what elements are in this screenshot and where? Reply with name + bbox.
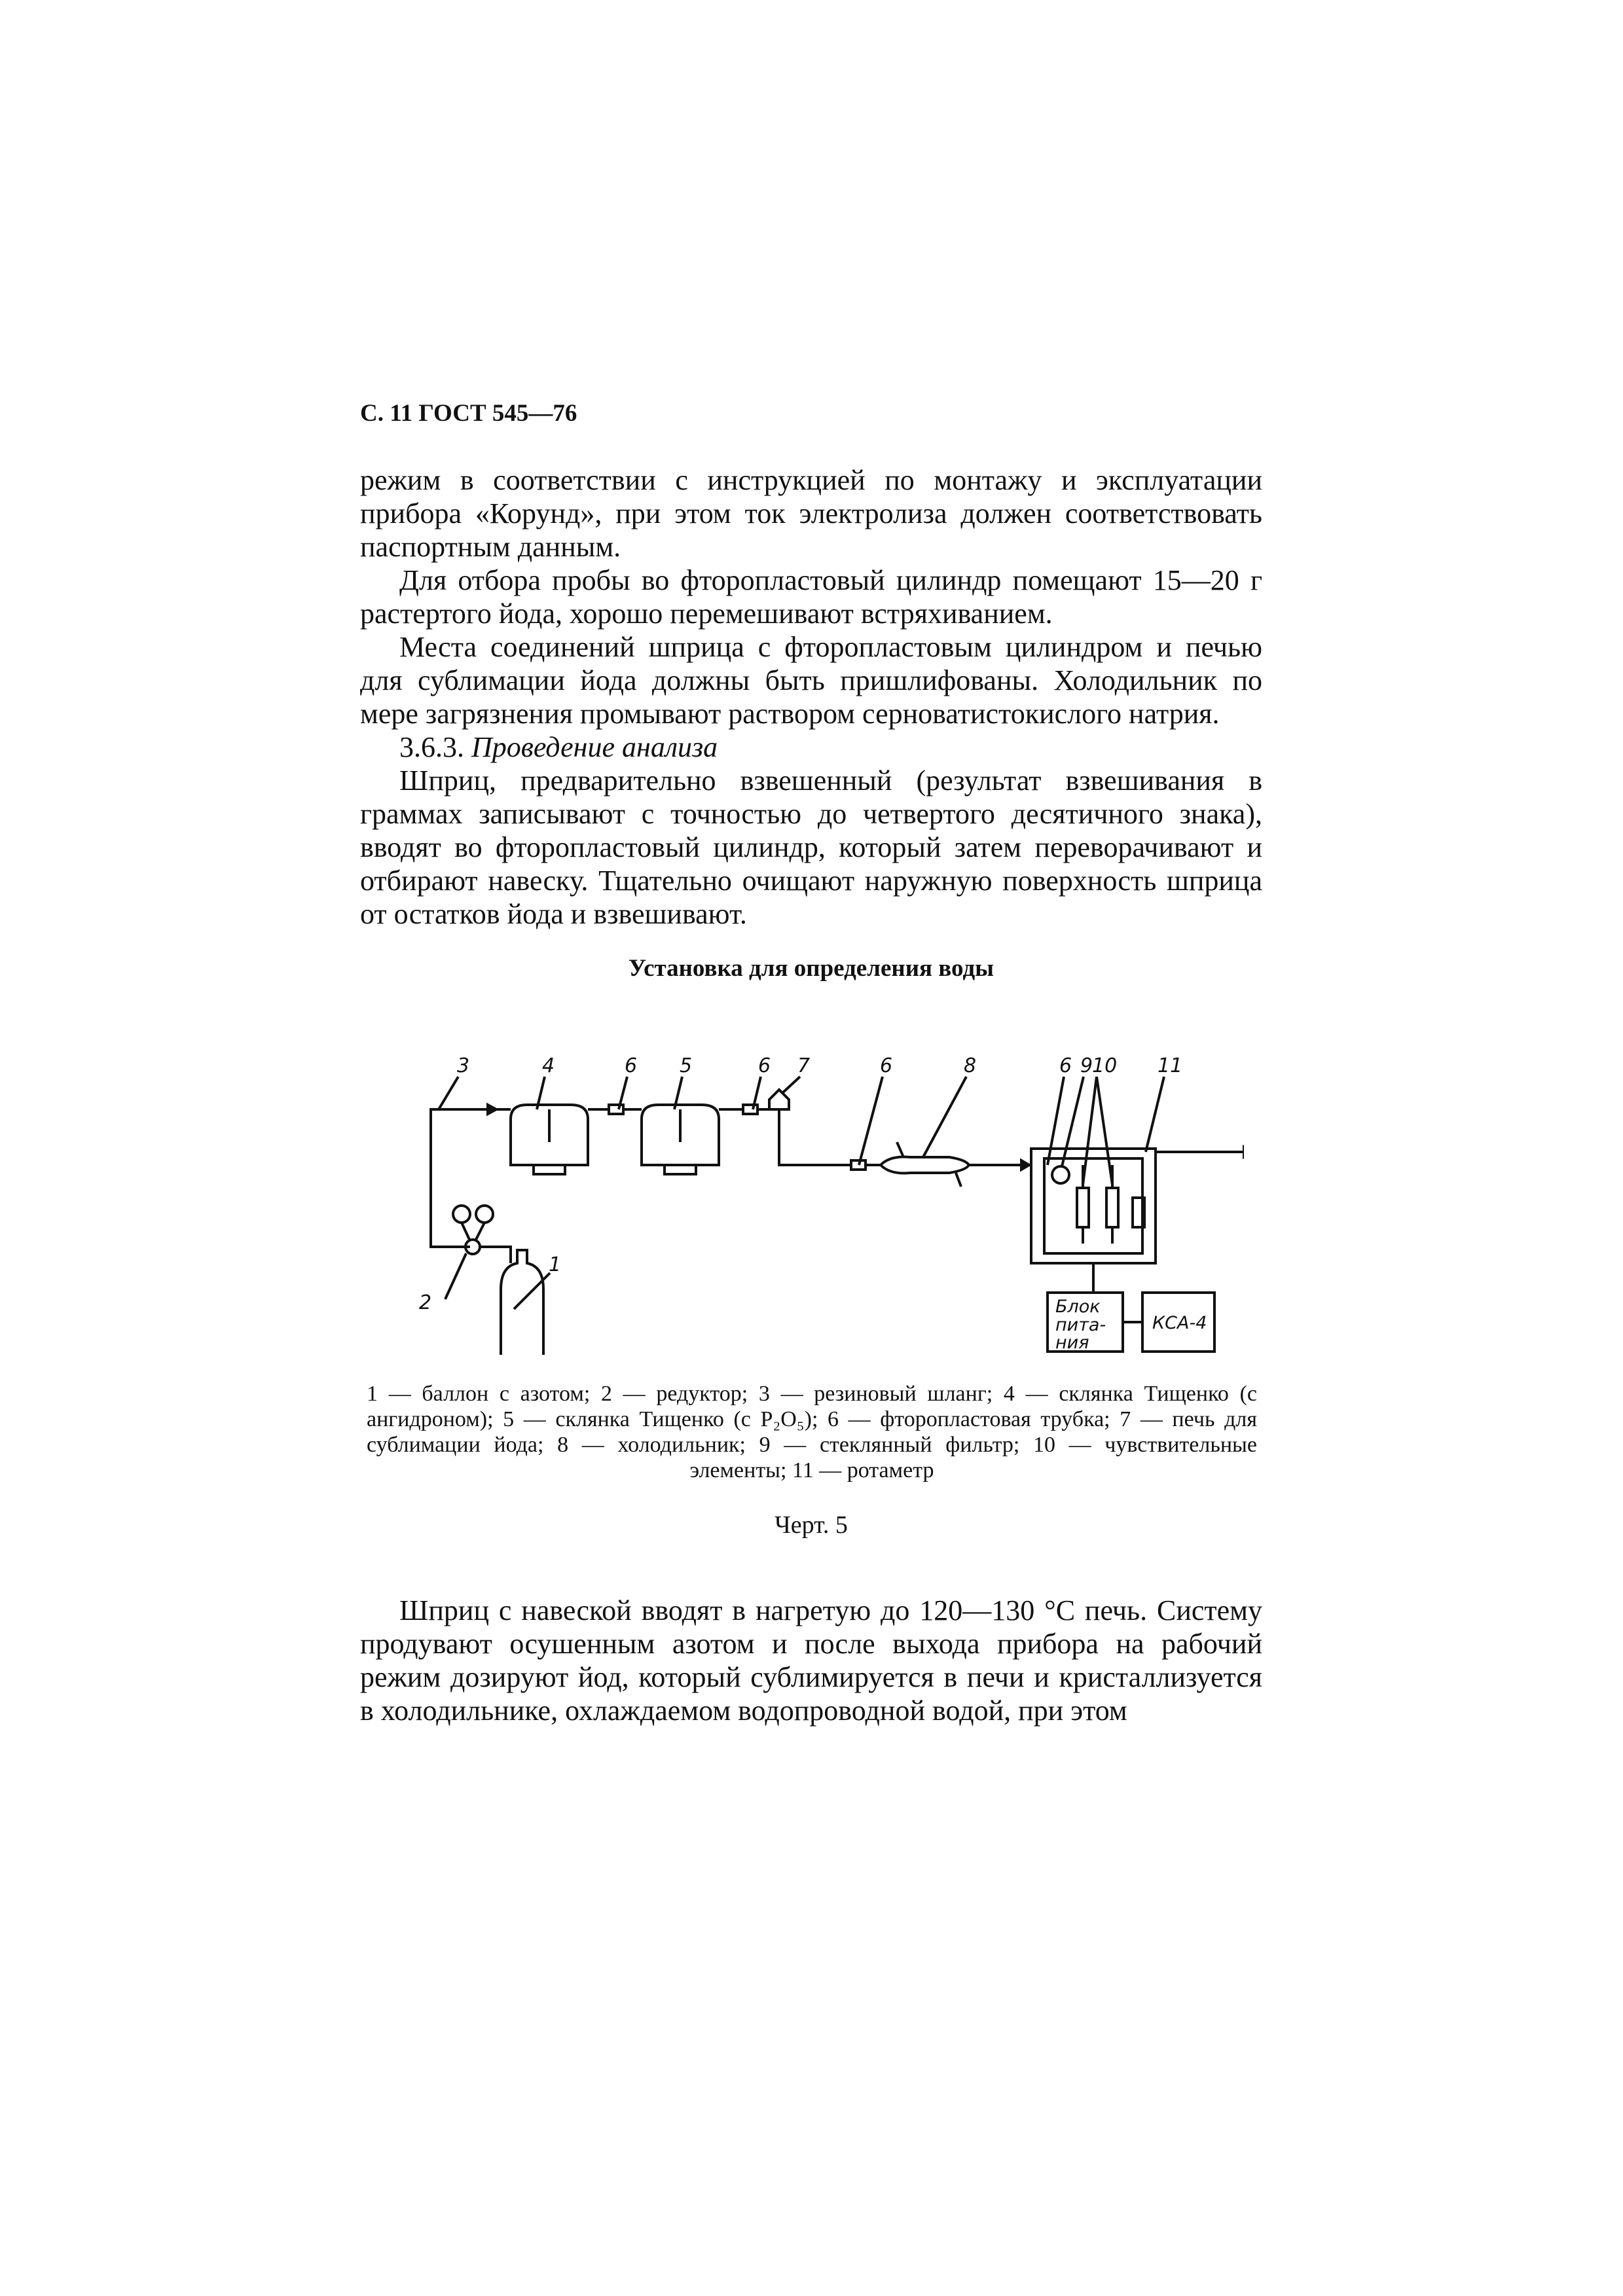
label-7: 7 [797, 1054, 811, 1077]
label-5: 5 [680, 1054, 693, 1077]
label-9: 9 [1080, 1054, 1093, 1077]
figure-caption: Черт. 5 [775, 1511, 848, 1539]
power-supply-line: Блок [1055, 1297, 1101, 1317]
label-3: 3 [457, 1054, 470, 1077]
section-title: Проведение анализа [471, 731, 718, 763]
figure-legend: 1 — баллон с азотом; 2 — редуктор; 3 — резиновый шланг; 4 — склянка Тищенко (с ангидроном); 5 — склянка Тищенко (с P₂O₅); 6 — фторопластовая трубка; 7 — печь для сублимации йода; 8 — холодильник; 9 — стеклянный фильтр; 10 — чувствительные элементы; 11 — ротаметр [367, 1382, 1257, 1482]
label-6: 6 [1059, 1054, 1072, 1077]
label-8: 8 [964, 1054, 977, 1077]
power-supply-line: ния [1055, 1333, 1089, 1353]
fluoroplastic-tube-6 [743, 1105, 757, 1114]
label-10: 10 [1092, 1054, 1118, 1077]
glass-filter-9 [1052, 1166, 1069, 1183]
page-header: С. 11 ГОСТ 545—76 [360, 400, 577, 427]
text-block-3 [360, 1594, 1262, 1727]
condenser-8 [881, 1157, 969, 1174]
paragraph: Для отбора пробы во фторопластовый цилиндр помещают 15—20 г растертого йода, хорошо перемешивают встряхиванием. [360, 564, 1262, 630]
section-heading [360, 730, 1262, 764]
sensitive-element-10 [1077, 1188, 1089, 1227]
section-number: 3.6.3. [399, 731, 464, 763]
ksa4-label: КСА-4 [1152, 1313, 1207, 1333]
label-2: 2 [419, 1291, 432, 1314]
power-supply-line: пита- [1055, 1315, 1106, 1335]
paragraph: Шприц, предварительно взвешенный (результат взвешивания в граммах записывают с точностью до четвертого десятичного знака), вводят во фторопластовый цилиндр, который затем переворачивают и отбирают навеску. Тщательно очищают наружную поверхность шприца от остатков йода и взвешивают. [360, 764, 1262, 930]
label-6: 6 [758, 1054, 771, 1077]
label-6: 6 [880, 1054, 893, 1077]
text-block-1 [360, 463, 1262, 931]
detector-block [1031, 1149, 1156, 1263]
fluoroplastic-tube-6 [851, 1160, 866, 1170]
reducer-gauge [453, 1206, 470, 1223]
paragraph: режим в соответствии с инструкцией по монтажу и эксплуатации прибора «Корунд», при этом ток электролиза должен соответствовать паспортным данным. [360, 464, 1262, 563]
label-4: 4 [542, 1054, 555, 1077]
fluoroplastic-tube-6 [609, 1105, 623, 1114]
label-1: 1 [549, 1253, 562, 1276]
apparatus-diagram [393, 1001, 1244, 1355]
figure-title: Установка для определения воды [628, 955, 994, 982]
paragraph: Шприц с навеской вводят в нагретую до 120—130 °С печь. Систему продувают осушенным азотом и после выхода прибора на рабочий режим дозируют йод, который сублимируется в печи и кристаллизуется в холодильнике, охлаждаемом водопроводной водой, при этом [360, 1594, 1262, 1727]
label-11: 11 [1158, 1054, 1183, 1077]
sensitive-element-10 [1106, 1188, 1118, 1227]
label-6: 6 [625, 1054, 638, 1077]
reducer-gauge [476, 1206, 493, 1223]
paragraph: Места соединений шприца с фторопластовым цилиндром и печью для сублимации йода должны быть пришлифованы. Холодильник по мере загрязнения промывают раствором серноватистокислого натрия. [360, 631, 1262, 730]
sublimation-furnace-7 [769, 1090, 789, 1109]
